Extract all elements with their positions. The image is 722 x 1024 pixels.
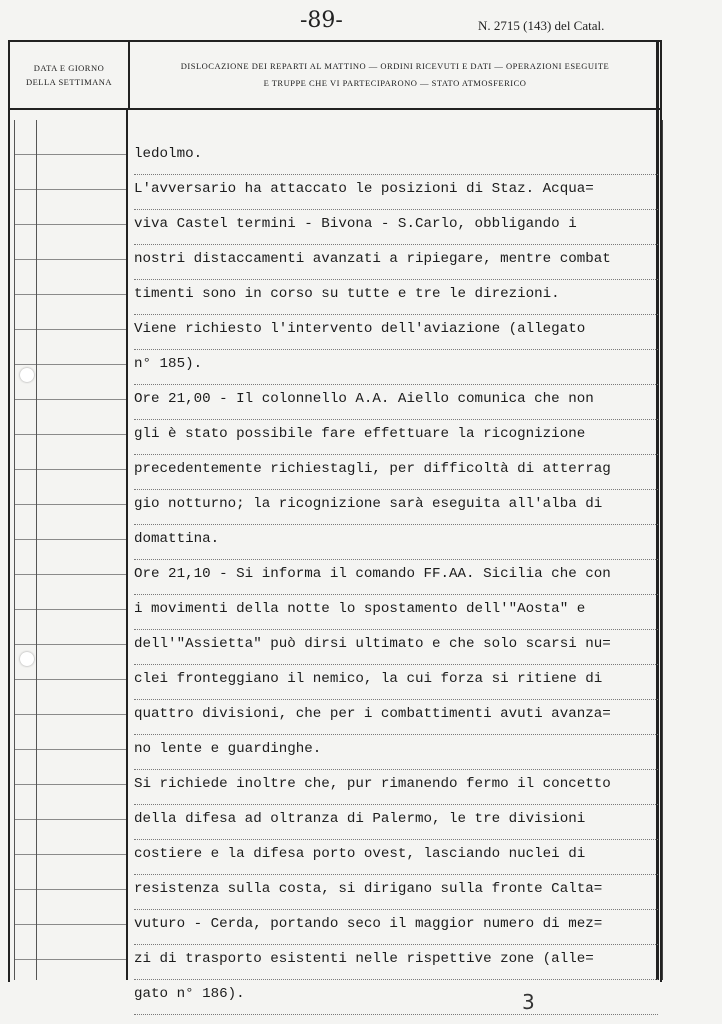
date-header-line2: DELLA SETTIMANA <box>25 77 113 87</box>
text-line: zi di trasporto esistenti nelle rispettive zone (alle= <box>134 945 658 980</box>
log-entry-text <box>134 140 658 1015</box>
date-column-header <box>10 42 130 108</box>
text-line: costiere e la difesa porto ovest, lasciando nuclei di <box>134 840 658 875</box>
text-line: n° 185). <box>134 350 658 385</box>
operations-column-header <box>130 42 660 108</box>
text-line: Ore 21,00 - Il colonnello A.A. Aiello comunica che non <box>134 385 658 420</box>
date-column-subdivider <box>36 120 37 980</box>
text-line: gato n° 186). <box>134 980 658 1015</box>
text-line: ledolmo. <box>134 140 658 175</box>
text-line: precedentemente richiestagli, per difficoltà di atterrag <box>134 455 658 490</box>
text-line: dell'"Assietta" può dirsi ultimato e che solo scarsi nu= <box>134 630 658 665</box>
text-line: domattina. <box>134 525 658 560</box>
text-line: viva Castel termini - Bivona - S.Carlo, obbligando i <box>134 210 658 245</box>
text-line: quattro divisioni, che per i combattimenti avuti avanza= <box>134 700 658 735</box>
text-line: nostri distaccamenti avanzati a ripiegare, mentre combat <box>134 245 658 280</box>
text-line: i movimenti della notte lo spostamento dell'"Aosta" e <box>134 595 658 630</box>
punch-hole <box>20 652 34 666</box>
text-line: Si richiede inoltre che, pur rimanendo fermo il concetto <box>134 770 658 805</box>
text-line: L'avversario ha attaccato le posizioni di Staz. Acqua= <box>134 175 658 210</box>
catalog-reference: N. 2715 (143) del Catal. <box>478 18 605 33</box>
text-line: clei fronteggiano il nemico, la cui forza si ritiene di <box>134 665 658 700</box>
date-header-line1: DATA E GIORNO <box>33 62 105 73</box>
text-line: Viene richiesto l'intervento dell'aviazione (allegato <box>134 315 658 350</box>
text-line: gio notturno; la ricognizione sarà eseguita all'alba di <box>134 490 658 525</box>
punch-hole <box>20 368 34 382</box>
text-line: gli è stato possibile fare effettuare la ricognizione <box>134 420 658 455</box>
text-line: Ore 21,10 - Si informa il comando FF.AA. Sicilia che con <box>134 560 658 595</box>
text-line: vuturo - Cerda, portando seco il maggior numero di mez= <box>134 910 658 945</box>
page-number: -89- <box>300 8 343 33</box>
column-divider <box>126 108 128 980</box>
text-line: timenti sono in corso su tutte e tre le direzioni. <box>134 280 658 315</box>
footer-mark: 3 <box>522 990 535 1014</box>
page-right-inner-border <box>662 120 663 980</box>
date-column-ruling <box>14 120 127 980</box>
table-header <box>10 42 660 110</box>
text-line: resistenza sulla costa, si dirigano sulla fronte Calta= <box>134 875 658 910</box>
text-line: no lente e guardinghe. <box>134 735 658 770</box>
operations-header-line2: E TRUPPE CHE VI PARTECIPARONO — STATO ATMOSFERICO <box>263 78 527 88</box>
operations-header-line1: DISLOCAZIONE DEI REPARTI AL MATTINO — ORDINI RICEVUTI E DATI — OPERAZIONI ESEGUITE <box>180 61 610 71</box>
text-line: della difesa ad oltranza di Palermo, le tre divisioni <box>134 805 658 840</box>
